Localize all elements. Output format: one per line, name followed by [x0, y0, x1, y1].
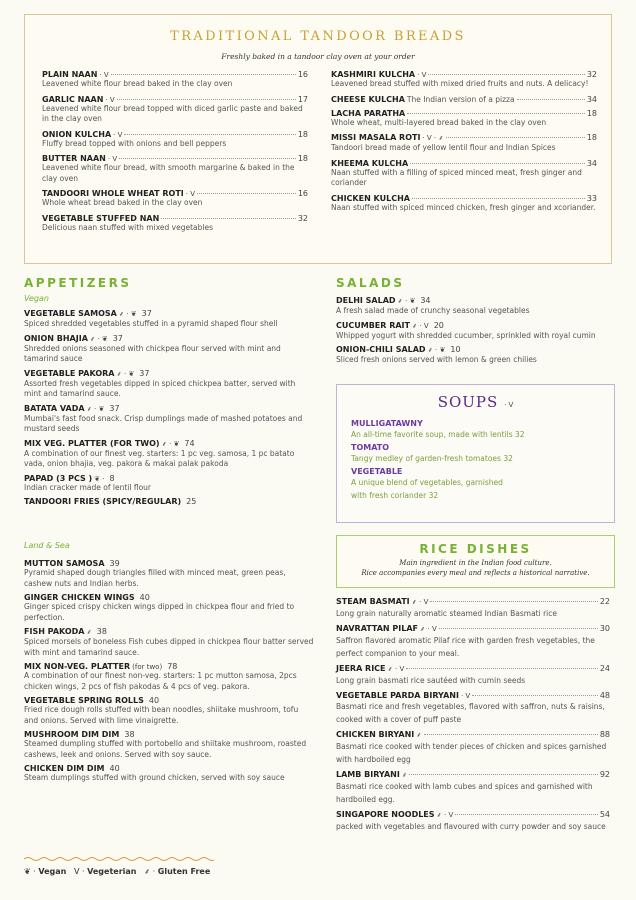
menu-item-price: 37 — [139, 368, 150, 378]
dot-leader — [455, 814, 598, 815]
menu-item-row — [24, 439, 314, 449]
menu-item-row — [24, 627, 314, 637]
menu-item-description: Spiced morsels of boneless Fish cubes dipped in chickpea flour batter served with mint and tamarind sauce. — [24, 637, 314, 657]
dietary-tags: ❦ · — [94, 474, 105, 483]
menu-item-price: 17 — [297, 94, 308, 104]
menu-item-name: CUCUMBER RAIT — [336, 320, 410, 330]
breads-left-column — [42, 70, 308, 238]
menu-item — [42, 189, 308, 209]
menu-item — [42, 154, 308, 184]
menu-item-price: 16 — [297, 70, 308, 79]
menu-item — [331, 159, 597, 189]
menu-item-price: 8 — [109, 473, 115, 483]
dot-leader — [124, 134, 295, 135]
menu-item-row — [336, 691, 610, 700]
menu-item-price: 18 — [586, 108, 597, 118]
menu-item-name: GINGER CHICKEN WINGS — [24, 593, 135, 602]
tandoor-breads-box — [24, 14, 612, 264]
dietary-tags: · V — [417, 71, 427, 79]
menu-item-row — [336, 296, 616, 306]
dietary-tags: · V — [105, 95, 115, 104]
dietary-tags: ⸙ · ❦ — [118, 310, 137, 318]
menu-item-row — [24, 404, 314, 414]
menu-item-price: 32 — [586, 70, 597, 79]
menu-item-description: Whole wheat, multi-layered bread baked in the clay oven — [331, 117, 547, 127]
menu-item-description: Leavened white flour bread baked in the clay oven — [42, 79, 233, 88]
menu-item-description: Indian cracker made of lentil flour — [24, 482, 151, 492]
menu-item-description: packed with vegetables and flavoured with curry powder and soy sauce — [336, 822, 606, 831]
dietary-tags: ⸙ · V — [436, 811, 454, 819]
menu-item-price: 18 — [297, 129, 308, 139]
menu-item-description: Ginger spiced crispy chicken wings dipped in chickpea flour and fried to perfection. — [24, 602, 295, 622]
menu-item-description: Mumbai's fast food snack. Crisp dumplings made of mashed potatoes and mustard seeds — [24, 413, 303, 433]
dietary-tags: ⸙ — [416, 731, 422, 739]
menu-item-description: Leavened white flour bread, with smooth margarine & baked in the clay oven — [42, 163, 295, 183]
menu-item — [336, 810, 610, 833]
menu-item-row — [42, 214, 308, 223]
salads-title: SALADS — [336, 276, 405, 290]
menu-item-row — [42, 130, 308, 139]
menu-item — [24, 696, 314, 726]
menu-item-row — [336, 321, 616, 331]
menu-item-row — [336, 624, 610, 634]
menu-item — [24, 593, 314, 623]
menu-item-row — [331, 109, 597, 118]
breads-right-column — [331, 70, 597, 218]
menu-item-description: Steamed dumpling stuffed with portobello and shiitake mushroom, roasted cashews, leek and onions. Served with soy sauce. — [24, 739, 307, 759]
menu-item-name: MUTTON SAMOSA — [24, 559, 105, 568]
dot-leader — [197, 193, 296, 194]
legend-gluten-free-label: Gluten Free — [157, 867, 211, 876]
menu-item-row — [336, 597, 610, 607]
menu-item-row — [24, 309, 314, 319]
menu-item-row — [336, 730, 610, 740]
menu-item-name: DELHI SALAD — [336, 296, 396, 305]
menu-item-description: Sliced fresh onions served with lemon & green chilies — [336, 355, 537, 364]
menu-item-row — [42, 70, 308, 79]
dietary-tags: · V · ⸙ — [422, 134, 444, 142]
dot-leader — [111, 74, 296, 75]
land-sea-subheading: Land & Sea — [24, 541, 70, 550]
rice-dishes-box — [336, 535, 615, 588]
menu-item — [24, 662, 314, 692]
menu-item-price: 39 — [109, 559, 120, 568]
menu-item-row — [331, 159, 597, 168]
menu-item — [42, 70, 308, 90]
soup-item — [351, 419, 606, 441]
menu-item-description: Shredded onions seasoned with chickpea flour served with mint and tamarind sauce — [24, 343, 281, 363]
dot-leader — [412, 198, 585, 199]
menu-item-description: Whole wheat bread baked in the clay oven — [42, 198, 203, 207]
dot-leader — [119, 158, 296, 159]
menu-item-name: VEGETABLE STUFFED NAN — [42, 213, 160, 223]
menu-item-description: Whipped yogurt with shredded cucumber, sprinkled with royal cumin — [336, 330, 596, 340]
menu-item-row — [42, 154, 308, 163]
vegan-icon: ❦ — [24, 867, 31, 876]
dot-leader — [428, 74, 584, 75]
menu-item-description: Delicious naan stuffed with mixed vegetables — [42, 222, 213, 232]
menu-item-row — [336, 664, 610, 674]
menu-item-name: ONION-CHILI SALAD — [336, 345, 426, 354]
menu-item-price: 38 — [96, 627, 107, 636]
dot-leader — [406, 668, 598, 669]
menu-item-row — [24, 559, 314, 568]
land-sea-appetizers-list — [24, 559, 314, 788]
menu-item-description: A combination of our finest non-veg. starters: 1 pc mutton samosa, 2pcs chicken wings, 2 pcs of fish pakodas & 4 pcs of veg. pakora. — [24, 671, 297, 691]
menu-item-name: PLAIN NAAN — [42, 70, 98, 79]
soups-list — [351, 419, 606, 504]
menu-item-price: 24 — [599, 664, 610, 673]
menu-item-row — [331, 194, 597, 203]
soup-name: TOMATO — [351, 443, 390, 452]
menu-item-name: KHEEMA KULCHA — [331, 158, 409, 168]
menu-item-row — [24, 369, 314, 379]
menu-item-row — [336, 345, 616, 355]
menu-item — [336, 770, 610, 806]
menu-item — [336, 321, 616, 342]
menu-item-row — [42, 95, 308, 104]
dot-leader — [446, 137, 585, 138]
menu-item-row — [24, 334, 314, 344]
menu-item-name: MIX NON-VEG. PLATTER — [24, 662, 131, 671]
menu-item-name: STEAM BASMATI — [336, 597, 410, 606]
menu-item-name: SINGAPORE NOODLES — [336, 810, 435, 819]
menu-item — [24, 474, 314, 494]
menu-item-name: CHICKEN KULCHA — [331, 193, 410, 203]
menu-item — [24, 309, 314, 330]
menu-item-description: Long grain basmati rice sautéed with cumin seeds — [336, 676, 526, 685]
breads-title: TRADITIONAL TANDOOR BREADS — [170, 29, 466, 44]
menu-item-name: VEGETABLE SAMOSA — [24, 309, 117, 318]
dietary-tags: ⸙ — [401, 771, 408, 779]
menu-item-description: Naan stuffed with a filling of spiced minced meat, fresh ginger and coriander — [331, 167, 582, 187]
rice-subtitle-line1: Main ingredient in the Indian food culture. — [399, 559, 552, 567]
vegetarian-icon: V — [73, 867, 80, 876]
menu-item — [331, 70, 597, 90]
appetizers-title: APPETIZERS — [24, 276, 132, 290]
menu-item-description: Naan stuffed with spiced minced chicken, fresh ginger and xcoriander. — [331, 202, 596, 212]
menu-item-row — [24, 730, 314, 739]
menu-item-price: 78 — [167, 662, 178, 671]
menu-item-description: Assorted fresh vegetables dipped in spiced chickpea batter, served with mint and tamarind sauce. — [24, 378, 296, 398]
menu-item-inline-description: The Indian version of a pizza — [406, 94, 515, 104]
menu-item-name: ONION BHAJIA — [24, 333, 88, 343]
dietary-tags: ⸙ · ❦ — [427, 346, 446, 354]
menu-item-price: 40 — [148, 696, 160, 705]
menu-item — [42, 214, 308, 234]
dot-leader — [117, 99, 296, 100]
dot-leader — [410, 163, 585, 164]
menu-item-row — [331, 95, 597, 104]
dot-leader — [407, 113, 585, 114]
dietary-legend: ❦ · Vegan V · Vegeterian ⸙ · Gluten Free — [24, 867, 211, 876]
menu-item-price: 34 — [420, 296, 431, 305]
menu-item — [24, 369, 314, 400]
menu-item — [336, 664, 610, 687]
menu-item-price: 34 — [586, 94, 597, 104]
dietary-tags: (for two) — [132, 663, 163, 671]
dietary-tags: · V — [113, 130, 123, 139]
dot-leader — [430, 601, 597, 602]
dietary-tags: ⸙ · V — [387, 665, 405, 673]
menu-item-name: BUTTER NAAN — [42, 154, 106, 163]
dot-leader — [161, 218, 296, 219]
menu-item-price: 54 — [599, 810, 610, 819]
soups-tags: · V — [504, 401, 514, 409]
menu-item-name: GARLIC NAAN — [42, 94, 104, 104]
menu-item — [336, 730, 610, 766]
menu-item-name: CHICKEN DIM DIM — [24, 764, 105, 773]
menu-item-price: 18 — [586, 133, 597, 142]
dot-leader — [409, 774, 598, 775]
menu-item-row — [24, 696, 314, 705]
dot-leader — [517, 99, 585, 100]
rice-title: RICE DISHES — [419, 542, 532, 556]
menu-item-description: Basmati rice cooked with tender pieces of chicken and spices garnished with hardboiled egg — [336, 742, 607, 764]
menu-item-name: MUSHROOM DIM DIM — [24, 730, 120, 739]
menu-item-name: MIX VEG. PLATTER (FOR TWO) — [24, 438, 160, 448]
menu-item-price: 40 — [139, 593, 150, 602]
menu-item — [331, 109, 597, 129]
menu-item — [24, 439, 314, 470]
menu-item-price: 37 — [109, 403, 120, 413]
menu-item — [42, 95, 308, 125]
menu-item-description: Steam dumplings stuffed with ground chicken, served with soy sauce — [24, 773, 285, 782]
menu-item-description: Leavened bread stuffed with mixed dried fruits and nuts. A delicacy! — [331, 79, 589, 88]
menu-item-name: NAVRATTAN PILAF — [336, 624, 419, 633]
dietary-tags: · V — [99, 71, 109, 79]
menu-item-row — [336, 770, 610, 780]
menu-item-price: 33 — [586, 193, 597, 203]
dietary-tags: ⸙ — [86, 628, 92, 636]
dietary-tags: · V — [185, 190, 195, 198]
dietary-tags: ⸙ · V — [412, 321, 429, 330]
breads-subtitle: Freshly baked in a tandoor clay oven at your order — [221, 52, 415, 61]
menu-item-price: 37 — [112, 333, 123, 343]
menu-item — [336, 597, 610, 620]
soup-description: A unique blend of vegetables, garnished — [351, 478, 503, 487]
menu-item-description: A combination of our finest veg. starters: 1 pc veg. samosa, 1 pc batato vada, onion bhajia, veg. pakora & makai palak pakoda — [24, 448, 295, 468]
menu-item-description: Fried rice dough rolls stuffed with bean noodles, shiitake mushroom, tofu and onions. Served with lime vinaigrette. — [24, 705, 299, 725]
menu-item-name: KASHMIRI KULCHA — [331, 70, 416, 79]
rice-subtitle-line2: Rice accompanies every meal and reflects a historical narrative. — [361, 569, 590, 577]
menu-item-name: LAMB BIRYANI — [336, 770, 400, 779]
legend-divider-wave — [24, 856, 214, 862]
menu-item-name: ONION KULCHA — [42, 129, 112, 139]
menu-item-price: 34 — [586, 158, 597, 168]
rice-subtitle — [337, 558, 614, 578]
menu-item-name: TANDOORI WHOLE WHEAT ROTI — [42, 189, 184, 198]
soups-box — [336, 384, 615, 523]
menu-item — [336, 296, 616, 317]
menu-item-price: 38 — [124, 730, 135, 739]
menu-item-row — [331, 70, 597, 79]
dot-leader — [424, 734, 598, 735]
dot-leader — [472, 695, 598, 696]
menu-item-description: Fluffy bread topped with onions and bell peppers — [42, 138, 227, 148]
soups-title — [337, 393, 614, 411]
menu-item-price: 22 — [599, 597, 610, 606]
menu-item-name: MISSI MASALA ROTI — [331, 133, 421, 142]
dietary-tags: · V — [107, 155, 118, 163]
menu-item-name: TANDOORI FRIES (SPICY/REGULAR) — [24, 497, 182, 506]
menu-item-row — [331, 133, 597, 143]
menu-item-description: Basmati rice and fresh vegetables, flavored with saffron, nuts & raisins, cooked with a cover of puff paste — [336, 702, 605, 724]
dietary-tags: ⸙ · V — [420, 625, 437, 633]
menu-item — [24, 334, 314, 365]
soups-title-text: SOUPS — [437, 393, 499, 411]
menu-item — [24, 497, 314, 506]
menu-item — [336, 345, 616, 366]
menu-item-name: JEERA RICE — [336, 664, 386, 673]
menu-item-price: 37 — [141, 309, 152, 318]
menu-item-row — [24, 474, 314, 483]
legend-vegan-label: Vegan — [38, 867, 67, 876]
menu-item-price: 48 — [599, 691, 610, 700]
menu-item — [336, 624, 610, 660]
dot-leader — [439, 628, 598, 629]
menu-item-row — [24, 593, 314, 602]
menu-item-description: Pyramid shaped dough triangles filled with minced meat, green peas, cashew nuts and Indian herbs. — [24, 568, 286, 588]
rice-list — [336, 597, 610, 837]
menu-item-row — [336, 810, 610, 820]
vegan-subheading: Vegan — [24, 294, 49, 303]
menu-item — [24, 404, 314, 435]
menu-item-name: FISH PAKODA — [24, 627, 85, 636]
menu-item-name: CHEESE KULCHA — [331, 94, 405, 104]
menu-item-price: 92 — [599, 770, 610, 779]
menu-item — [331, 133, 597, 154]
menu-item-price: 88 — [599, 730, 610, 739]
menu-item-row — [24, 662, 314, 671]
menu-item-price: 10 — [450, 345, 461, 354]
menu-item-price: 30 — [599, 624, 610, 633]
menu-item — [24, 627, 314, 658]
soup-description: Tangy medley of garden-fresh tomatoes 32 — [351, 454, 513, 463]
soup-name: MULLIGATAWNY — [351, 419, 423, 428]
menu-item-name: VEGETABLE PARDA BIRYANI — [336, 691, 459, 700]
menu-item-description: Spiced shredded vegetables stuffed in a pyramid shaped flour shell — [24, 319, 278, 328]
dietary-tags: ⸙ · ❦ — [397, 297, 416, 305]
soup-name: VEGETABLE — [351, 467, 403, 476]
menu-item-price: 25 — [186, 497, 197, 506]
menu-item-name: VEGETABLE SPRING ROLLS — [24, 696, 144, 705]
menu-item-description: A fresh salad made of crunchy seasonal vegetables — [336, 306, 530, 315]
menu-item — [336, 691, 610, 726]
menu-item — [24, 730, 314, 760]
soup-description-line2: with fresh coriander 32 — [351, 491, 439, 500]
dietary-tags: ⸙ · ❦ — [86, 404, 105, 413]
menu-item-row — [42, 189, 308, 198]
menu-item-name: BATATA VADA — [24, 403, 85, 413]
menu-item-name: CHICKEN BIRYANI — [336, 730, 415, 739]
menu-item-price: 74 — [184, 438, 195, 448]
vegan-appetizers-list — [24, 309, 314, 510]
salads-list — [336, 296, 616, 370]
menu-item-name: PAPAD (3 PCS ) — [24, 473, 93, 483]
dietary-tags: ⸙ · ❦ — [89, 334, 108, 343]
menu-item-price: 32 — [297, 213, 308, 223]
menu-item-name: VEGETABLE PAKORA — [24, 368, 115, 378]
legend-vegetarian-label: Vegeterian — [87, 867, 137, 876]
menu-item — [331, 194, 597, 214]
menu-item-description: Tandoori bread made of yellow lentil flour and Indian Spices — [331, 143, 556, 152]
menu-item-description: Long grain naturally aromatic steamed Indian Basmati rice — [336, 609, 557, 618]
menu-item-price: 20 — [433, 320, 444, 330]
gluten-free-icon: ⸙ — [144, 867, 151, 876]
soup-item — [351, 467, 606, 502]
menu-item — [331, 95, 597, 104]
menu-item-price: 40 — [109, 764, 120, 773]
dietary-tags: ⸙ · V — [411, 598, 429, 606]
menu-item-description: Saffron flavored aromatic Pilaf rice with garden fresh vegetables, the perfect companion to your meal. — [336, 636, 595, 658]
menu-item-name: LACHA PARATHA — [331, 108, 406, 118]
menu-item — [24, 559, 314, 589]
menu-item-price: 16 — [297, 189, 308, 198]
menu-item — [42, 130, 308, 150]
menu-item-row — [24, 497, 314, 506]
menu-item-row — [24, 764, 314, 773]
menu-item — [24, 764, 314, 784]
soup-item — [351, 443, 606, 465]
menu-item-price: 18 — [297, 154, 308, 163]
menu-item-description: Basmati rice cooked with lamb cubes and spices and garnished with hardboiled egg. — [336, 782, 593, 804]
menu-item-description: Leavened white flour bread topped with diced garlic paste and baked in the clay oven — [42, 103, 303, 123]
soup-description: An all-time favorite soup, made with lentils 32 — [351, 430, 525, 439]
dietary-tags: · V — [460, 692, 471, 700]
dietary-tags: ⸙ · ❦ — [116, 369, 135, 378]
dietary-tags: ⸙ · ❦ — [161, 439, 180, 448]
